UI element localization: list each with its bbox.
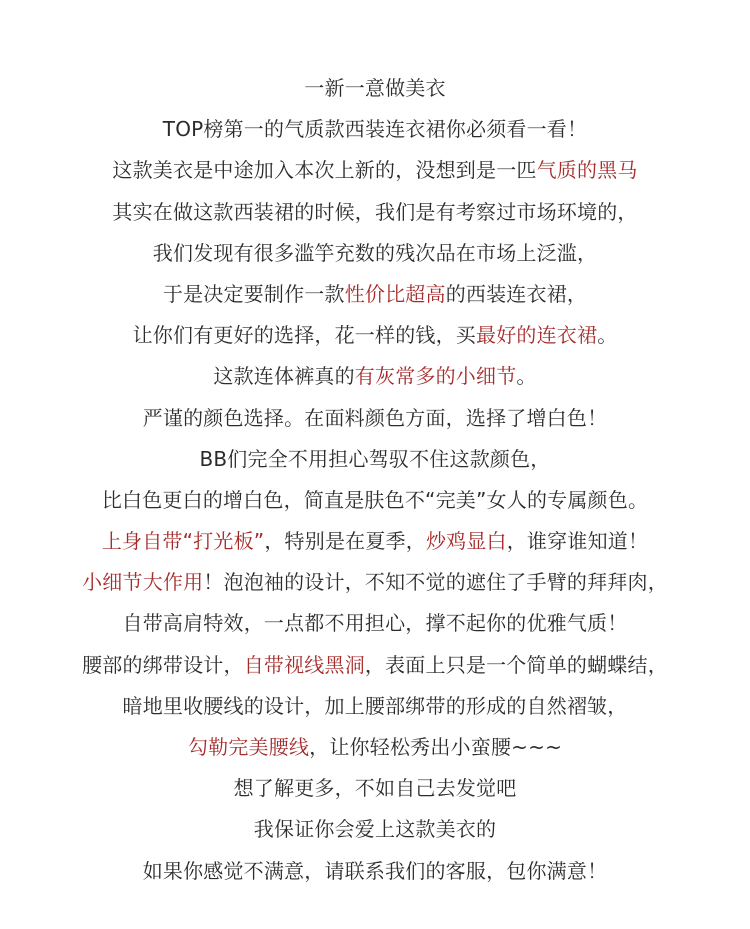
text-line — [0, 809, 750, 850]
text-line — [0, 727, 750, 768]
text-line — [0, 521, 750, 562]
text-line — [0, 686, 750, 727]
text-line — [0, 398, 750, 439]
highlight-text: 小细节大作用 — [82, 570, 204, 595]
body-text: 这款美衣是中途加入本次上新的，没想到是一匹 — [112, 158, 537, 183]
highlight-text: 气质的黑马 — [536, 158, 638, 183]
body-text: 一新一意做美衣 — [304, 76, 446, 100]
text-line — [0, 562, 750, 603]
highlight-text: 有灰常多的小细节 — [354, 364, 517, 389]
body-text: 于是决定要制作一款 — [162, 281, 345, 306]
product-description — [0, 68, 750, 892]
highlight-text: 勾勒完美腰线 — [187, 735, 310, 759]
text-line — [0, 192, 750, 233]
text-line — [0, 150, 750, 191]
body-text: 的西装连衣裙， — [445, 281, 588, 306]
body-text: BB们完全不用担心驾驭不住这款颜色， — [199, 446, 551, 471]
text-line — [0, 851, 750, 892]
text-line — [0, 274, 750, 315]
text-line — [0, 233, 750, 274]
text-line — [0, 315, 750, 356]
body-text: 暗地里收腰线的设计，加上腰部绑带的形成的自然褶皱， — [122, 693, 628, 718]
highlight-text: 上身自带“打光板” — [101, 529, 265, 554]
body-text: 腰部的绑带设计， — [82, 652, 244, 677]
text-line — [0, 68, 750, 109]
body-text: ，表面上只是一个简单的蝴蝶结， — [364, 652, 668, 677]
body-text: 比白色更白的增白色，简直是肤色不“完美”女人的专属颜色。 — [101, 487, 649, 512]
text-line — [0, 645, 750, 686]
body-text: 这款连体裤真的 — [213, 364, 355, 389]
body-text: 自带高肩特效，一点都不用担心，撑不起你的优雅气质！ — [122, 611, 628, 636]
highlight-text: 自带视线黑洞 — [243, 652, 365, 677]
body-text: 我保证你会爱上这款美衣的 — [253, 817, 497, 842]
body-text: 严谨的颜色选择。在面料颜色方面，选择了增白色！ — [142, 405, 608, 430]
body-text: ，让你轻松秀出小蛮腰~~~ — [309, 735, 563, 759]
body-text: ，谁穿谁知道！ — [506, 529, 649, 554]
text-line — [0, 439, 750, 480]
highlight-text: 性价比超高 — [344, 281, 446, 306]
highlight-text: 最好的连衣裙 — [476, 323, 598, 348]
body-text: 。 — [597, 323, 618, 348]
text-line — [0, 480, 750, 521]
body-text: ！泡泡袖的设计，不知不觉的遮住了手臂的拜拜肉， — [203, 570, 668, 595]
text-line — [0, 109, 750, 150]
text-line — [0, 603, 750, 644]
body-text: ，特别是在夏季， — [264, 529, 426, 554]
body-text: 想了解更多，不如自己去发觉吧 — [233, 776, 517, 801]
body-text: 。 — [516, 364, 537, 389]
body-text: 如果你感觉不满意，请联系我们的客服，包你满意！ — [142, 858, 608, 883]
body-text: 我们发现有很多滥竽充数的残次品在市场上泛滥， — [152, 240, 598, 265]
body-text: 其实在做这款西装裙的时候，我们是有考察过市场环境的， — [112, 199, 638, 224]
highlight-text: 炒鸡显白 — [425, 529, 507, 554]
body-text: TOP榜第一的气质款西装连衣裙你必须看一看！ — [162, 117, 588, 142]
text-line — [0, 768, 750, 809]
body-text: 让你们有更好的选择，花一样的钱，买 — [132, 323, 476, 348]
text-line — [0, 356, 750, 397]
